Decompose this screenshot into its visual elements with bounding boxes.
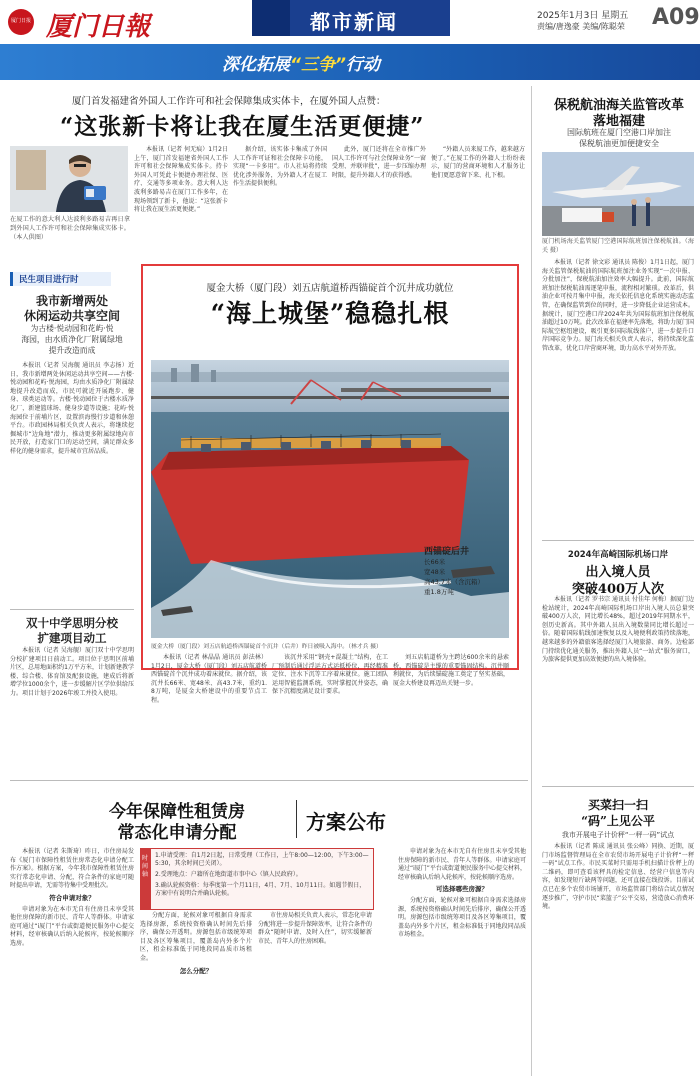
right-top-body-text: 本报讯（记者 徐文彩 通讯员 陈俊）1月1日起，厦门海关监管保税航油的国际航班加注业务实现“一次申报、分批加注”，保税航油加注效率大幅提升。此前，国际航班加注保税航油需逐笔申报，流程相对繁琐。改革后，供油企业可按月集中申报，海关依托信息化系统实施动态监管，在确保监管到位的同时，进一步降低企业运营成本。据统计，厦门空港口岸2024年共为国际航班加注保税航油超过10万吨。此次改革在福建率先落地，将助力厦门国际航空枢纽建设，吸引更多国际航线落户，进一步提升口岸国际竞争力。厦门海关相关负责人表示，将持续深化监管改革，优化口岸营商环境，助力高水平对外开放。 bbox=[542, 259, 694, 352]
left-headline2-l1: 双十中学思明分校 bbox=[26, 616, 118, 630]
feature-col2-text: 该沉井采用“钢壳+混凝土”结构，在工厂预制后通过浮运方式运抵桥位，再经精准定位、注水下沉等工序着床就位。施工团队运用智能监测系统，实时掌握沉井姿态，确保下沉精度满足设计要求。 bbox=[272, 654, 388, 696]
lead-photo-caption: 在厦工作的意大利人达波利多路易吉再日拿到外国人工作许可和社会保障集成实体卡。（本人供图） bbox=[10, 216, 130, 241]
left-sub-l2: 海园，由水质净化厂附属绿地 bbox=[21, 335, 123, 344]
issue-date: 2025年1月3日 星期五 bbox=[537, 11, 629, 21]
timeline-step2: 2.受理地点：户籍所在地街道市事中心（镇人民政府）。 bbox=[155, 871, 302, 878]
left-sub-l3: 提升改造而成 bbox=[48, 346, 96, 355]
right-top-headline-l2: 落地福建 bbox=[592, 114, 645, 129]
right-bottom-divider bbox=[542, 786, 694, 787]
feature-col3-text: 刘五店航道桥为主跨达600余米的悬索桥，西锚碇是主缆的重要锚固结构。沉井顺利就位，为后续锚碇施工奠定了坚实基础，厦金大桥建设再迈出关键一步。 bbox=[393, 654, 509, 687]
slogan-part-b: “三争” bbox=[290, 55, 346, 75]
bottom-sub2: 怎么分配？ bbox=[179, 966, 213, 975]
slogan-part-a: 深化拓展 bbox=[222, 55, 290, 75]
left-body2 bbox=[10, 647, 134, 755]
lead-kicker: 厦门首发福建省外国人工作许可和社会保障集成实体卡，在厦外国人点赞： bbox=[72, 96, 386, 107]
bottom-col1-text: 本报讯（记者 朱斯琦）昨日，市住房局发布《厦门市保障性租赁住房常态化申请分配工作方案》。根据方案，今年我市保障性租赁住房实行常态化申请、分配，符合条件的家庭可随时提出申请，无需等待集中受理批次。 bbox=[10, 848, 134, 890]
right-top-body bbox=[542, 259, 694, 537]
bottom-col4-text: 市住房局相关负责人表示，常态化申请分配将进一步提升保障效率，让符合条件的群众“随时申请、及时入住”，切实缓解新市民、青年人的住房困难。 bbox=[258, 912, 373, 945]
lead-headline: “这张新卡将让我在厦生活更便捷” bbox=[60, 113, 425, 140]
bottom-divider bbox=[10, 780, 528, 781]
right-top-photo-caption: 厦门机场海关监管厦门空港国际航班加注保税航油。（海关 摄） bbox=[542, 238, 694, 254]
feature-headline: “海上城堡”稳稳扎根 bbox=[210, 299, 450, 328]
bottom-col3-text: 分配方面，轮候对象可根据自身需求选择房源，系统按资格确认时间先后排序，确保公开透明。房源包括市级统筹项目及各区筹集项目，覆盖岛内外多个片区，租金标准低于同地段同品质市场租金。 bbox=[140, 912, 252, 962]
lead-col4-text: “外籍人员来厦工作，越来越方便了。”在厦工作的外籍人士纷纷表示，厦门的营商环境和人才服务让他们更愿意留下来、扎下根。 bbox=[431, 146, 525, 179]
feature-kicker: 厦金大桥（厦门段）刘五店航道桥西锚碇首个沉井成功就位 bbox=[206, 283, 454, 294]
editor-credits: 责编/唐逸豪 美编/陈聪荣 bbox=[537, 22, 625, 31]
caisson-spec-card bbox=[424, 544, 506, 616]
timeline-step1: 1.申请受理：自1月2日起，日常受理（工作日，上午8:00—12:00，下午3:00—5:30，其余时间已关闭）。 bbox=[155, 852, 369, 867]
spec-length: 长66米 bbox=[424, 558, 446, 566]
left-headline-l1: 我市新增两处 bbox=[35, 294, 108, 308]
left-sub-l1: 为古楼·悦动园和花屿·悦 bbox=[30, 324, 114, 333]
bottom-headline-l1: 今年保障性租赁房 bbox=[109, 802, 245, 822]
left-body2-text: 本报讯（记者 吴海舰）厦门双十中学思明分校扩建项目日前动工。项目位于思明区前埔片区，总用地面积约1万平方米，计划新建教学楼、综合楼、体育馆及配套设施，建成后将新增学位1000余个，进一步缓解片区学位供给压力。项目计划于2026年竣工并投入使用。 bbox=[10, 647, 134, 697]
feature-col3 bbox=[393, 654, 509, 687]
section-bar-cap bbox=[252, 0, 290, 36]
spec-height: 高43.7米（含沉箱） bbox=[424, 578, 484, 586]
timeline-box bbox=[140, 848, 374, 910]
spec-weight: 重1.8万吨 bbox=[424, 588, 454, 596]
bottom-sub3: 可选择哪些房源？ bbox=[436, 885, 488, 894]
right-mid-body bbox=[542, 596, 694, 764]
slogan-text bbox=[222, 50, 380, 75]
feature-col1-text: 本报讯（记者 林晶晶 通讯员 彭法林）1月2日，厦金大桥（厦门段）刘五店航道桥西锚碇首个沉井成功着床就位。据介绍，该沉井长66米、宽48米、高43.7米，重约1.8万吨，是厦金大桥建设中的重要节点工程。 bbox=[151, 654, 267, 704]
lead-col3-text: 此外，厦门还将在全市推广外国人工作许可与社会保障业务“一窗受理、并联审批”，进一步压缩办理时限，提升外籍人才的获得感。 bbox=[332, 146, 426, 179]
section-badge-people bbox=[10, 272, 111, 286]
right-bottom-sub: 我市开展电子计价秤“一秤一码”试点 bbox=[561, 831, 675, 839]
bottom-sub1: 符合申请对象？ bbox=[49, 893, 95, 902]
right-mid-headline-l1: 2024年高崎国际机场口岸 bbox=[567, 550, 669, 560]
bottom-col6-text: 分配方面，轮候对象可根据自身需求选择房源，系统按资格确认时间先后排序，确保公开透明。房源包括市级统筹项目及各区筹集项目，覆盖岛内外多个片区，租金标准低于同地段同品质市场租金。 bbox=[398, 896, 526, 939]
lead-body-col3 bbox=[332, 146, 426, 254]
spec-title: 西锚碇后井 bbox=[424, 547, 470, 557]
bottom-col2-text: 申请对象为在本市无自有住房且未享受其他住房保障的新市民、青年人等群体。申请家庭可通过“i厦门”平台或街道便民服务中心提交材料，经审核确认后纳入轮候库，按轮候顺序选房。 bbox=[10, 905, 134, 947]
lead-body-col1 bbox=[134, 146, 228, 254]
left-body-text: 本报讯（记者 吴海舰 通讯员 李志扬）近日，我市新增两处休闲运动共享空间——古楼·悦动园和花屿·悦海园，均由水质净化厂附属绿地提升改造而成，市民可就近开展跑步、健身、球类运动等。古楼·悦动园位于古楼水质净化厂，新建篮球场、健身步道等设施；花屿·悦海园位于前埔片区，设置滨海慢行步道和休憩平台。市政园林局相关负责人表示，将继续挖掘城市“边角地”潜力，推动更多附属绿地向市民开放，打造家门口的运动空间，满足群众多样化的健身需求，提升城市宜居品质。 bbox=[10, 362, 134, 455]
section-title: 都市新闻 bbox=[310, 10, 398, 34]
bottom-headline-l2: 常态化申请分配 bbox=[117, 823, 237, 843]
right-top-sub-l1: 国际航班在厦门空港口岸加注 bbox=[567, 128, 671, 137]
newspaper-logo: 厦门日報 bbox=[46, 12, 151, 42]
right-mid-divider bbox=[542, 540, 694, 541]
slogan-part-c: 行动 bbox=[345, 55, 380, 75]
bottom-headline-side: 方案公布 bbox=[306, 810, 386, 834]
section-badge-text: 民生项目进行时 bbox=[19, 275, 79, 285]
headline-bracket bbox=[296, 800, 297, 838]
bottom-col1 bbox=[10, 848, 134, 1070]
timeline-tag-text: 时间轴 bbox=[142, 855, 149, 878]
right-mid-headline-l3: 突破400万人次 bbox=[571, 582, 665, 597]
timeline-step3: 3.确认轮候资格：每季度第一个月11日，4月、7月、10月11日。如遇节假日，方案中有说明合并确认轮候。 bbox=[155, 882, 366, 897]
left-body bbox=[10, 362, 134, 607]
left-headline2-l2: 扩建项目动工 bbox=[37, 631, 107, 645]
page-number: A09 bbox=[652, 5, 700, 30]
right-bottom-body-text: 本报讯（记者 陈成 通讯员 张公峰）同换、近期，厦门市场监督管理局在全市农贸市场开展电子计价秤“一秤一码”试点工作。市民买菜时只需用手机扫描计价秤上的二维码，即可查看该秤具的检定信息、经营户信息等内容，如发现短斤缺两等问题，还可直接在线投诉。目前试点已在多个农贸市场铺开，市场监管部门将结合试点情况逐步推广，守护市民“菜篮子”公平交易，营造放心消费环境。 bbox=[542, 843, 694, 911]
right-mid-headline-l2: 出入境人员 bbox=[585, 565, 651, 580]
lead-photo bbox=[10, 146, 128, 212]
newspaper-logo-badge bbox=[8, 9, 34, 35]
feature-col1 bbox=[151, 654, 267, 704]
bottom-col3 bbox=[258, 912, 372, 1070]
right-bottom-headline-l2: “码”上见公平 bbox=[581, 814, 655, 828]
bottom-col4 bbox=[398, 848, 526, 1070]
left-headline-l2: 休闲运动共享空间 bbox=[23, 309, 120, 323]
bottom-col2 bbox=[140, 912, 252, 1070]
bottom-col5-text: 申请对象为在本市无自有住房且未享受其他住房保障的新市民、青年人等群体。申请家庭可通过“i厦门”平台或街道便民服务中心提交材料，经审核确认后纳入轮候库，按轮候顺序选房。 bbox=[398, 848, 526, 881]
spec-width: 宽48米 bbox=[424, 568, 446, 576]
lead-col1-text: 本报讯（记者 何无痕）1月2日上午，厦门首发福建省外国人工作许可和社会保障集成实体卡。持卡外国人可凭此卡便捷办理社保、医疗、交通等多项业务。意大利人达波利多路易吉在厦门工作多年，在现场领到了新卡，他说：“这张新卡将让我在厦生活更便捷。” bbox=[134, 146, 228, 214]
lead-col2-text: 据介绍，该实体卡集成了外国人工作许可证和社会保障卡功能，实现“一卡多用”。市人社局将持续优化涉外服务，为外籍人才在厦工作生活提供便利。 bbox=[233, 146, 327, 188]
right-top-sub-l2: 保税航油更加便捷安全 bbox=[579, 139, 659, 148]
logo-badge-text: 厦门日报 bbox=[10, 18, 31, 24]
lead-body-col4 bbox=[431, 146, 525, 254]
column-divider-right bbox=[531, 86, 532, 1076]
right-mid-body-text: 本报讯（记者 罗书宗 通讯员 付佳年 何梅）据厦门边检站统计，2024年高崎国际机场口岸出入境人员总量突破400万人次，同比增长48%，超过2019年同期水平，创历史新高。其中外籍人员出入境数量同比增长超过一倍。随着国际航线加速恢复以及入境便利政策持续落地，越来越多的外籍旅客选择经厦门入境旅游、商务。边检部门持续优化通关服务，推出外籍人员“一站式”服务窗口，为旅客提供更加高效便捷的出入境体验。 bbox=[542, 596, 694, 664]
lead-body-col2 bbox=[233, 146, 327, 254]
right-bottom-body bbox=[542, 843, 694, 1071]
right-bottom-headline-l1: 买菜扫一扫 bbox=[587, 798, 648, 812]
left-divider bbox=[10, 609, 134, 610]
feature-col2 bbox=[272, 654, 388, 696]
feature-photo-caption: 厦金大桥（厦门段）刘五店航道桥西锚碇首个沉井（后井）昨日被吸入海中。（林才兵 摄） bbox=[151, 644, 382, 650]
right-top-headline-l1: 保税航油海关监管改革 bbox=[553, 98, 684, 113]
person-holding-card-illustration bbox=[10, 146, 128, 212]
airport-photo bbox=[542, 152, 694, 236]
airport-fueling-illustration bbox=[542, 152, 694, 236]
